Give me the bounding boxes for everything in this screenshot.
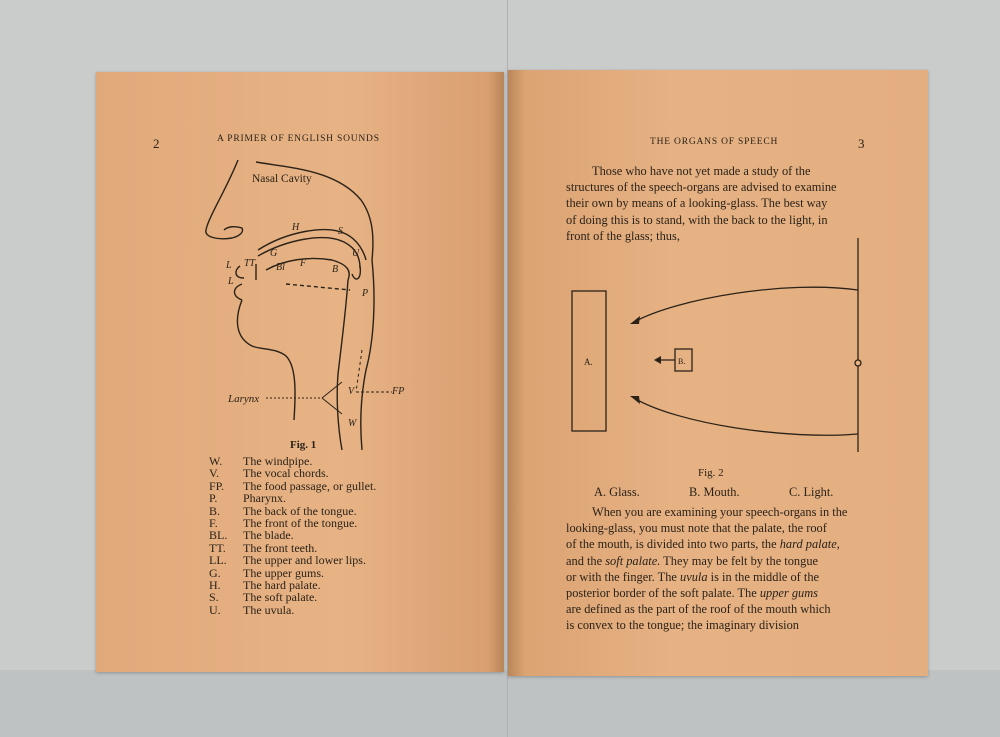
right-page-number: 3 <box>858 136 865 151</box>
left-page <box>96 72 504 672</box>
label-p: P <box>362 288 369 299</box>
label-l-bottom: L <box>228 276 234 287</box>
legend-mouth: B. Mouth. <box>689 485 740 499</box>
nasal-cavity-label: Nasal Cavity <box>252 173 312 185</box>
mouth-arrowhead <box>654 356 661 364</box>
second-paragraph <box>566 504 866 634</box>
legend-glass: A. Glass. <box>594 485 640 499</box>
legend-row: S. The soft palate. <box>209 590 318 605</box>
legend-row: P. Pharynx. <box>209 491 286 506</box>
table-surface <box>0 670 1000 737</box>
legend-row: G. The upper gums. <box>209 565 324 580</box>
text-line: and the soft palate. They may be felt by the tongue <box>566 553 819 568</box>
glass-label: A. <box>584 357 593 367</box>
legend-row: B. The back of the tongue. <box>209 503 357 518</box>
right-running-head: THE ORGANS OF SPEECH <box>650 137 779 147</box>
legend-row: BL. The blade. <box>209 528 294 543</box>
label-v: V <box>348 386 355 397</box>
text-line: looking-glass, you must note that the palate, the roof <box>566 521 827 536</box>
mirror-diagram <box>568 238 868 458</box>
label-w: W <box>348 418 357 429</box>
legend-row: F. The front of the tongue. <box>209 515 358 530</box>
label-tt: TT <box>244 258 256 269</box>
text-line: When you are examining your speech-organs in the <box>592 505 848 519</box>
label-b: B <box>332 264 339 275</box>
pharynx-dashed <box>356 350 362 392</box>
speech-organs-diagram <box>196 160 426 450</box>
light-source <box>855 360 861 366</box>
text-line: of doing this is to stand, with the back to the light, in <box>566 212 828 227</box>
mouth-label: B. <box>678 357 686 366</box>
label-bl: Bl <box>276 262 285 273</box>
label-g: G <box>270 248 278 259</box>
fig1-caption: Fig. 1 <box>290 439 317 451</box>
legend-light: C. Light. <box>789 485 834 499</box>
label-f: F <box>300 258 307 269</box>
text-line: front of the glass; thus, <box>566 228 680 243</box>
uvula-outline <box>352 266 360 279</box>
text-line: of the mouth, is divided into two parts, the hard palate, <box>566 537 840 552</box>
left-page-number: 2 <box>153 136 160 151</box>
text-line: Those who have not yet made a study of the <box>592 164 811 178</box>
text-line: or with the finger. The uvula is in the middle of the <box>566 569 820 584</box>
upper-ray <box>634 287 858 322</box>
legend-row: TT. The front teeth. <box>209 540 318 555</box>
larynx-label: Larynx <box>228 393 260 405</box>
text-line: are defined as the part of the roof of the mouth which <box>566 602 831 617</box>
legend-row: FP. The food passage, or gullet. <box>209 478 377 493</box>
text-line: posterior border of the soft palate. The upper gums <box>566 586 818 601</box>
lower-lip <box>235 284 243 300</box>
upper-ray-arrowhead <box>630 316 640 324</box>
text-line: structures of the speech-organs are advised to examine <box>566 180 837 195</box>
legend-row: H. The hard palate. <box>209 577 321 592</box>
legend-row: LL. The upper and lower lips. <box>209 553 366 568</box>
legend-row: U. The uvula. <box>209 602 295 617</box>
legend-row: V. The vocal chords. <box>209 466 329 481</box>
right-page <box>508 70 928 676</box>
intro-paragraph <box>566 163 866 244</box>
fig1-legend <box>209 455 429 616</box>
vocal-chords <box>322 382 342 414</box>
label-h: H <box>292 222 300 233</box>
tongue-midline <box>286 284 350 290</box>
left-running-head: A PRIMER OF ENGLISH SOUNDS <box>217 134 380 144</box>
epiglottis-line <box>337 280 348 450</box>
label-l-top: L <box>226 260 232 271</box>
upper-lip <box>236 266 244 278</box>
fig2-caption: Fig. 2 <box>698 467 724 479</box>
text-line: is convex to the tongue; the imaginary division <box>566 618 799 633</box>
label-fp: FP <box>392 386 405 397</box>
lower-ray-arrowhead <box>630 396 640 404</box>
nostril <box>224 227 243 238</box>
lower-ray <box>634 398 858 435</box>
legend-row: W. The windpipe. <box>209 454 313 468</box>
label-s: S <box>338 226 343 237</box>
text-line: their own by means of a looking-glass. The best way <box>566 196 828 211</box>
label-u: U <box>352 248 360 259</box>
